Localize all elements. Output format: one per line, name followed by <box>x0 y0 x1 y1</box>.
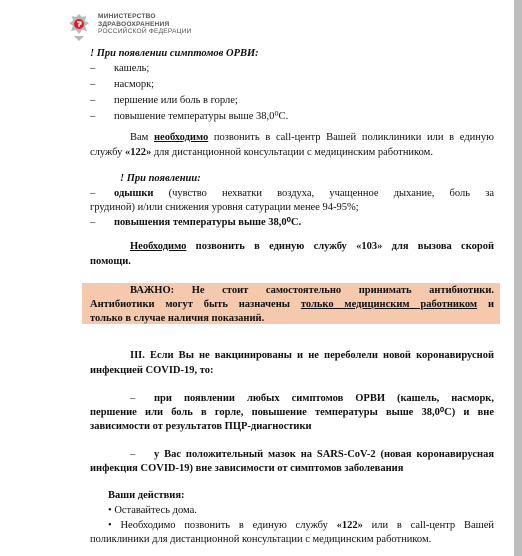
emergency-item1-line2: грудиной) и/или снижения уровня сатурации менее 94-95%; <box>90 202 359 213</box>
section3-p2-line2: инфекция COVID-19) вне зависимости от симптомов заболевания <box>90 463 404 474</box>
bullet-icon: • <box>108 520 121 531</box>
action-2-line1: • Необходимо позвонить в единую службу «122» или в call-центр Вашей <box>108 520 494 531</box>
action-1: • Оставайтесь дома. <box>108 505 197 516</box>
section3-p1-line2: першение или боль в горле, повышение температуры выше 38,0⁰С) и вне <box>90 407 494 418</box>
ministry-line3: РОССИЙСКОЙ ФЕДЕРАЦИИ <box>98 28 192 36</box>
left-margin <box>0 0 44 556</box>
page-edge <box>514 0 522 556</box>
warning-line1: ВАЖНО: Не стоит самостоятельно принимать антибиотики. <box>130 285 494 296</box>
action-2-line2: поликлиники для дистанционной консультации с медицинским работником. <box>90 534 432 545</box>
warning-line3: только в случае наличия показаний. <box>90 313 265 324</box>
section3-heading-line1: III. Если Вы не вакцинированы и не переболели новой коронавирусной <box>130 350 494 361</box>
section3-p2-line1: – у Вас положительный мазок на SARS-CoV-2 (новая коронавирусная <box>130 449 494 460</box>
ministry-line2: ЗДРАВООХРАНЕНИЯ <box>98 20 170 28</box>
actions-heading: Ваши действия: <box>108 490 185 501</box>
emergency-call-line2: помощи. <box>90 256 131 267</box>
section3-p1-line1: – при появлении любых симптомов ОРВИ (кашель, насморк, <box>130 393 494 404</box>
orvi-item-1: – кашель; <box>90 63 150 74</box>
orvi-item-3-text: першение или боль в горле; <box>114 95 238 106</box>
bullet-icon: • <box>108 505 115 516</box>
orvi-item-2: – насморк; <box>90 79 155 90</box>
orvi-call-line1: Вам необходимо позвонить в call-центр Вашей поликлиники или в единую <box>130 132 494 143</box>
section3-heading-line2: инфекцией COVID-19, то: <box>90 365 214 376</box>
orvi-call-line2: службу «122» для дистанционной консультации с медицинским работником. <box>90 147 433 158</box>
orvi-item-4-text: повышение температуры выше 38,0⁰С. <box>114 111 289 122</box>
ministry-line1: МИНИСТЕРСТВО <box>98 13 156 20</box>
ministry-emblem-icon <box>66 12 92 42</box>
emergency-item2: – повышения температуры выше 38,0⁰С. <box>90 217 302 228</box>
orvi-heading: ! При появлении симптомов ОРВИ: <box>90 48 259 59</box>
orvi-item-4: – повышение температуры выше 38,0⁰С. <box>90 111 289 122</box>
orvi-item-3: – першение или боль в горле; <box>90 95 238 106</box>
emergency-item1-line1: – одышки (чувство нехватки воздуха, учащенное дыхание, боль за <box>90 188 494 199</box>
emergency-call-line1: Необходимо позвонить в единую службу «103» для вызова скорой <box>130 241 494 252</box>
emergency-heading: ! При появлении: <box>120 173 201 184</box>
section3-p1-line3: зависимости от результатов ПЦР-диагностики <box>90 421 312 432</box>
orvi-item-2-text: насморк; <box>114 79 155 90</box>
warning-line2: Антибиотики могут быть назначены только медицинским работником и <box>90 299 494 310</box>
ministry-title <box>98 13 192 36</box>
orvi-item-1-text: кашель; <box>114 63 150 74</box>
